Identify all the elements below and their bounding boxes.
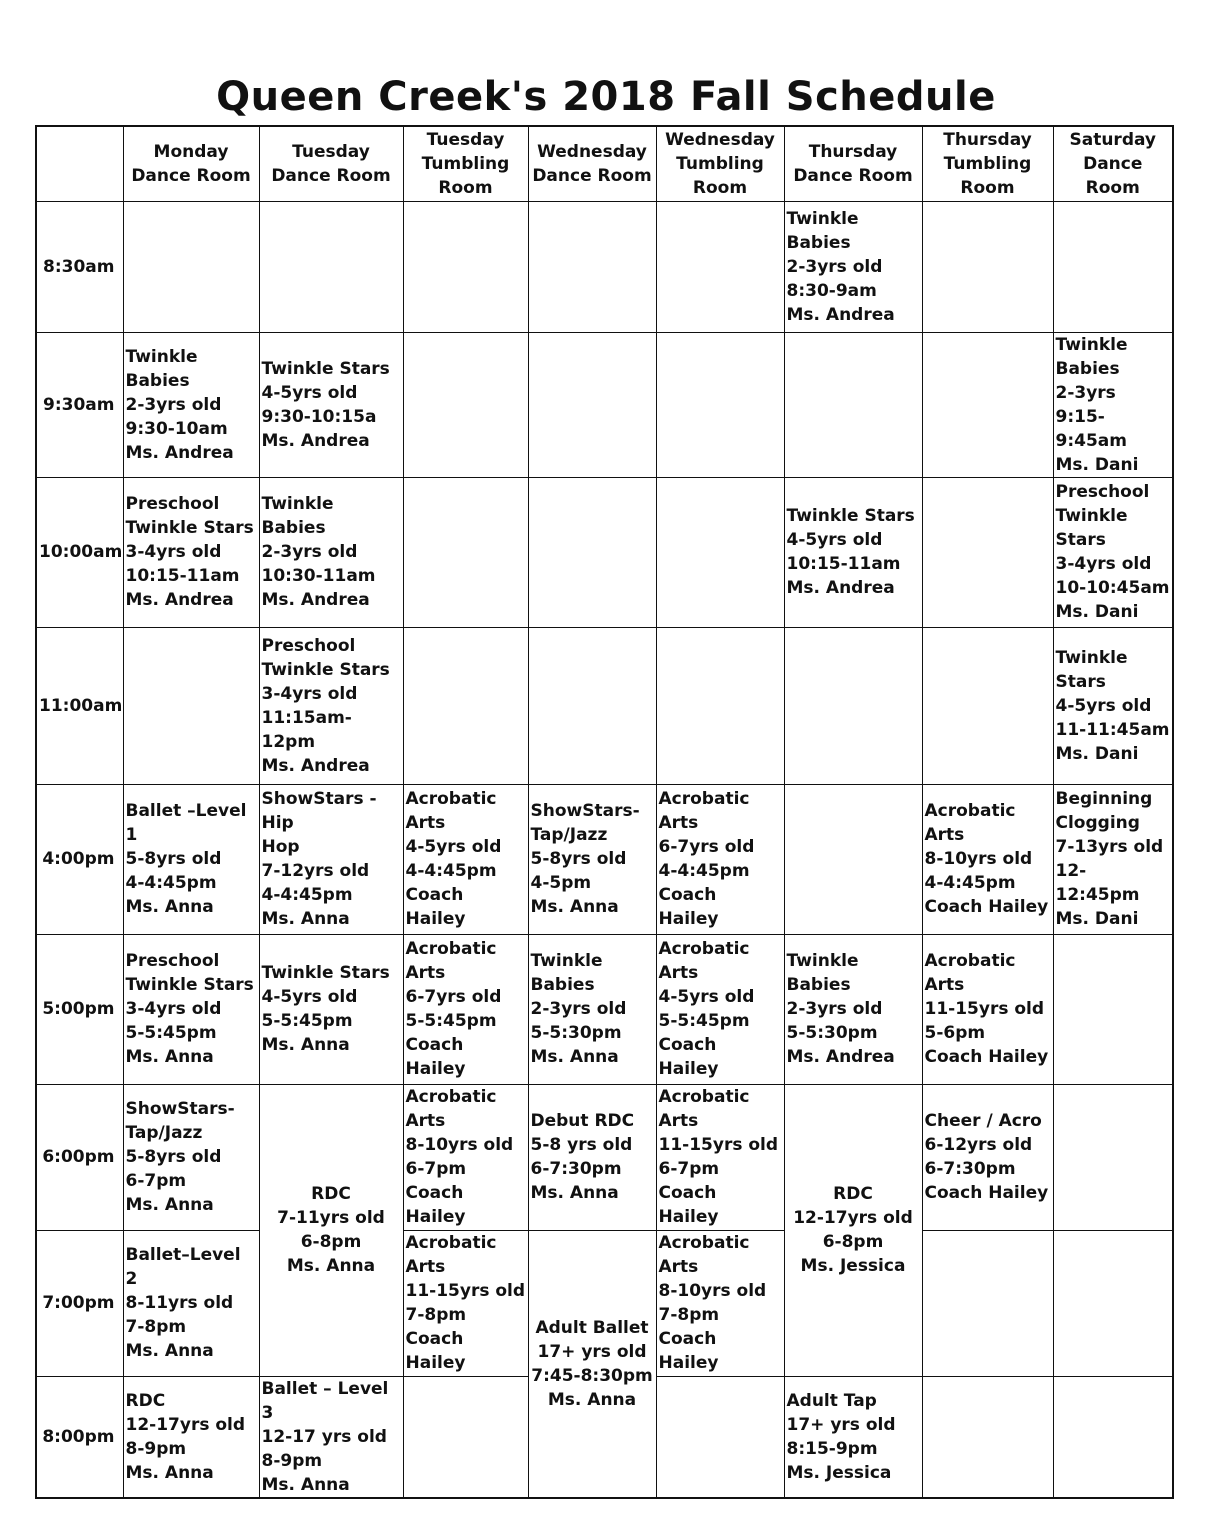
class-cell: [784, 627, 922, 784]
class-cell: Acrobatic Arts 11-15yrs old 6-7pm Coach Hailey: [656, 1084, 784, 1230]
header-cell-wednesday-tumbling: Wednesday Tumbling Room: [656, 126, 784, 201]
header-cell-corner: [36, 126, 123, 201]
schedule-row: [36, 1230, 1173, 1376]
class-cell: Acrobatic Arts 4-5yrs old 5-5:45pm Coach Hailey: [656, 934, 784, 1084]
header-row: [36, 126, 1173, 201]
time-cell: 11:00am: [36, 627, 123, 784]
schedule-row: [36, 201, 1173, 332]
class-cell: Preschool Twinkle Stars 3-4yrs old 11:15am-12pm Ms. Andrea: [259, 627, 403, 784]
class-cell: RDC 12-17yrs old 8-9pm Ms. Anna: [123, 1376, 259, 1498]
class-cell: Acrobatic Arts 8-10yrs old 6-7pm Coach Hailey: [403, 1084, 528, 1230]
class-cell: [922, 201, 1053, 332]
class-cell: Ballet –Level 1 5-8yrs old 4-4:45pm Ms. Anna: [123, 784, 259, 934]
class-cell: Preschool Twinkle Stars 3-4yrs old 10:15-11am Ms. Andrea: [123, 477, 259, 627]
class-cell: Acrobatic Arts 6-7yrs old 5-5:45pm Coach Hailey: [403, 934, 528, 1084]
class-cell: Beginning Clogging 7-13yrs old 12-12:45pm Ms. Dani: [1053, 784, 1173, 934]
class-cell: [1053, 1230, 1173, 1376]
class-cell: Preschool Twinkle Stars 3-4yrs old 10-10:45am Ms. Dani: [1053, 477, 1173, 627]
time-cell: 4:00pm: [36, 784, 123, 934]
class-cell: [784, 784, 922, 934]
class-cell: Acrobatic Arts 8-10yrs old 4-4:45pm Coach Hailey: [922, 784, 1053, 934]
schedule-row: [36, 627, 1173, 784]
class-cell: [403, 627, 528, 784]
class-cell: [922, 627, 1053, 784]
class-cell: Twinkle Stars 4-5yrs old 11-11:45am Ms. Dani: [1053, 627, 1173, 784]
class-cell: [123, 627, 259, 784]
class-cell: RDC 7-11yrs old 6-8pm Ms. Anna: [259, 1084, 403, 1376]
header-cell-tuesday-dance: Tuesday Dance Room: [259, 126, 403, 201]
class-cell: [1053, 201, 1173, 332]
time-cell: 6:00pm: [36, 1084, 123, 1230]
class-cell: [922, 1376, 1053, 1498]
time-cell: 9:30am: [36, 332, 123, 477]
class-cell: Twinkle Stars 4-5yrs old 5-5:45pm Ms. Anna: [259, 934, 403, 1084]
class-cell: [656, 201, 784, 332]
time-cell: 10:00am: [36, 477, 123, 627]
time-cell: 8:30am: [36, 201, 123, 332]
class-cell: ShowStars- Tap/Jazz 5-8yrs old 4-5pm Ms. Anna: [528, 784, 656, 934]
class-cell: [528, 477, 656, 627]
class-cell: Adult Ballet 17+ yrs old 7:45-8:30pm Ms. Anna: [528, 1230, 656, 1498]
class-cell: Twinkle Babies 2-3yrs 9:15-9:45am Ms. Dani: [1053, 332, 1173, 477]
class-cell: Acrobatic Arts 6-7yrs old 4-4:45pm Coach Hailey: [656, 784, 784, 934]
class-cell: [403, 201, 528, 332]
class-cell: [922, 332, 1053, 477]
schedule-row: [36, 477, 1173, 627]
class-cell: Twinkle Babies 2-3yrs old 5-5:30pm Ms. Andrea: [784, 934, 922, 1084]
header-cell-wednesday-dance: Wednesday Dance Room: [528, 126, 656, 201]
class-cell: [259, 201, 403, 332]
class-cell: Twinkle Babies 2-3yrs old 5-5:30pm Ms. Anna: [528, 934, 656, 1084]
header-cell-thursday-dance: Thursday Dance Room: [784, 126, 922, 201]
class-cell: RDC 12-17yrs old 6-8pm Ms. Jessica: [784, 1084, 922, 1376]
class-cell: Acrobatic Arts 4-5yrs old 4-4:45pm Coach Hailey: [403, 784, 528, 934]
class-cell: Twinkle Babies 2-3yrs old 10:30-11am Ms. Andrea: [259, 477, 403, 627]
schedule-table: [35, 125, 1174, 1499]
class-cell: [1053, 1376, 1173, 1498]
class-cell: [123, 201, 259, 332]
class-cell: Preschool Twinkle Stars 3-4yrs old 5-5:45pm Ms. Anna: [123, 934, 259, 1084]
class-cell: [528, 627, 656, 784]
class-cell: [403, 332, 528, 477]
time-cell: 8:00pm: [36, 1376, 123, 1498]
header-cell-monday-dance: Monday Dance Room: [123, 126, 259, 201]
class-cell: ShowStars - Hip Hop 7-12yrs old 4-4:45pm Ms. Anna: [259, 784, 403, 934]
class-cell: Adult Tap 17+ yrs old 8:15-9pm Ms. Jessica: [784, 1376, 922, 1498]
class-cell: Ballet–Level 2 8-11yrs old 7-8pm Ms. Anna: [123, 1230, 259, 1376]
class-cell: [922, 1230, 1053, 1376]
header-cell-thursday-tumbling: Thursday Tumbling Room: [922, 126, 1053, 201]
time-cell: 5:00pm: [36, 934, 123, 1084]
class-cell: [656, 477, 784, 627]
time-cell: 7:00pm: [36, 1230, 123, 1376]
class-cell: [528, 201, 656, 332]
schedule-row: [36, 784, 1173, 934]
schedule-row: [36, 1084, 1173, 1230]
schedule-row: [36, 934, 1173, 1084]
class-cell: Debut RDC 5-8 yrs old 6-7:30pm Ms. Anna: [528, 1084, 656, 1230]
class-cell: Twinkle Babies 2-3yrs old 8:30-9am Ms. Andrea: [784, 201, 922, 332]
class-cell: [922, 477, 1053, 627]
class-cell: Acrobatic Arts 11-15yrs old 5-6pm Coach Hailey: [922, 934, 1053, 1084]
class-cell: [656, 1376, 784, 1498]
class-cell: Twinkle Stars 4-5yrs old 10:15-11am Ms. Andrea: [784, 477, 922, 627]
schedule-row: [36, 332, 1173, 477]
class-cell: [784, 332, 922, 477]
class-cell: [403, 477, 528, 627]
class-cell: Ballet – Level 3 12-17 yrs old 8-9pm Ms. Anna: [259, 1376, 403, 1498]
page-title: Queen Creek's 2018 Fall Schedule: [216, 74, 996, 120]
class-cell: Twinkle Babies 2-3yrs old 9:30-10am Ms. Andrea: [123, 332, 259, 477]
class-cell: [656, 627, 784, 784]
header-cell-saturday-dance: Saturday Dance Room: [1053, 126, 1173, 201]
class-cell: [656, 332, 784, 477]
header-cell-tuesday-tumbling: Tuesday Tumbling Room: [403, 126, 528, 201]
class-cell: Twinkle Stars 4-5yrs old 9:30-10:15a Ms. Andrea: [259, 332, 403, 477]
class-cell: Cheer / Acro 6-12yrs old 6-7:30pm Coach Hailey: [922, 1084, 1053, 1230]
class-cell: ShowStars- Tap/Jazz 5-8yrs old 6-7pm Ms. Anna: [123, 1084, 259, 1230]
class-cell: [1053, 934, 1173, 1084]
class-cell: Acrobatic Arts 8-10yrs old 7-8pm Coach Hailey: [656, 1230, 784, 1376]
class-cell: [403, 1376, 528, 1498]
class-cell: Acrobatic Arts 11-15yrs old 7-8pm Coach Hailey: [403, 1230, 528, 1376]
class-cell: [1053, 1084, 1173, 1230]
class-cell: [528, 332, 656, 477]
